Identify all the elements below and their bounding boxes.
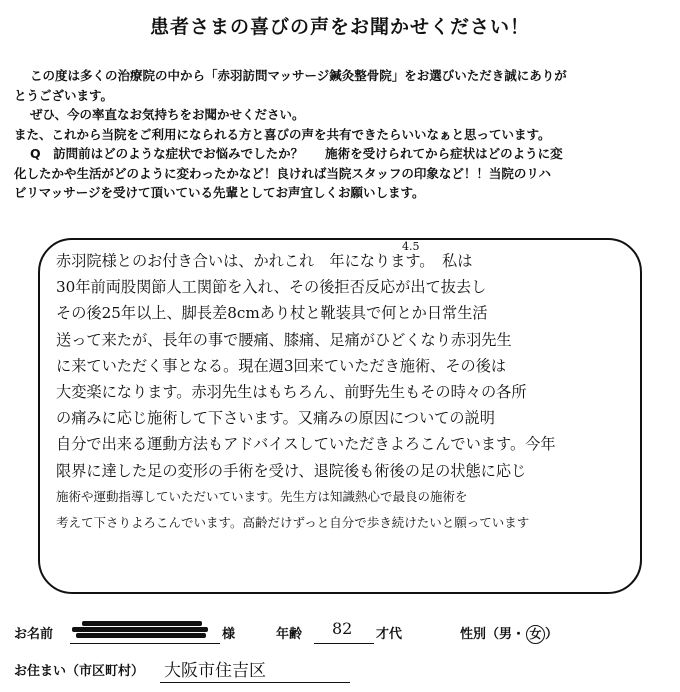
address-value: 大阪市住吉区 xyxy=(164,661,266,681)
address-underline xyxy=(160,682,350,683)
handwritten-line: 自分で出来る運動方法もアドバイスしていただきよろこんでいます。今年 xyxy=(56,435,556,454)
question-1: Q 訪問前はどのような症状でお悩みでしたか？ xyxy=(30,146,304,161)
age-label: 年齢 xyxy=(276,627,303,642)
question-2: 施術を受けられてから症状はどのように変 xyxy=(325,146,563,161)
intro-line: ぜひ、今の率直なお気持ちをお聞かせください。 xyxy=(30,107,305,122)
handwritten-line: の痛みに応じ施術して下さいます。又痛みの原因についての説明 xyxy=(56,409,495,428)
name-suffix: 様 xyxy=(222,627,236,642)
handwritten-line: 考えて下さりよろこんでいます。高齢だけずっと自分で歩き続けたいと願っています xyxy=(56,515,530,531)
intro-line: この度は多くの治療院の中から「赤羽訪問マッサージ鍼灸整骨院」をお選びいただき誠にありが xyxy=(30,68,567,83)
handwritten-line: に来ていただく事となる。現在週3回来ていただき施術、その後は xyxy=(56,356,507,375)
handwritten-line: 施術や運動指導していただいています。先生方は知識熱心で最良の施術を xyxy=(56,488,468,504)
name-label: お名前 xyxy=(14,627,54,642)
handwritten-superscript: 4.5 xyxy=(402,240,420,253)
intro-line: また、これから当院をご利用になられる方と喜びの声を共有できたらいいなぁと思っています。 xyxy=(14,126,551,142)
name-underline xyxy=(70,643,220,644)
intro-text xyxy=(14,66,662,203)
age-suffix: 才代 xyxy=(376,627,403,642)
handwritten-line: 送って来たが、長年の事で腰痛、膝痛、足痛がひどくなり赤羽先生 xyxy=(56,330,512,349)
intro-line: 化したかや生活がどのように変わったかなど！良ければ当院スタッフの印象など！！当院のリハ xyxy=(14,165,552,181)
gender-label: 性別（男・ xyxy=(460,627,526,642)
handwritten-line: 赤羽院様とのお付き合いは、かれこれ 年になります。 私は xyxy=(56,252,473,270)
question-row xyxy=(14,144,662,164)
name-age-gender-row xyxy=(14,619,674,647)
form-title: 患者さまの喜びの声をお聞かせください！ xyxy=(149,16,530,38)
gender-close: ） xyxy=(545,627,559,642)
handwritten-line: その後25年以上、脚長差8cmあり杖と靴装具で何とか日常生活 xyxy=(56,304,488,323)
address-row xyxy=(14,660,674,684)
address-label: お住まい（市区町村） xyxy=(14,664,145,679)
handwritten-line: 30年前両股関節人工関節を入れ、その後拒否反応が出て抜去し xyxy=(56,278,487,297)
gender-field xyxy=(460,623,558,644)
redacted-name xyxy=(72,617,210,643)
gender-selected: 女 xyxy=(526,625,545,644)
handwritten-comment xyxy=(56,248,640,536)
age-underline xyxy=(314,643,374,644)
handwritten-line: 大変楽になります。赤羽先生はもちろん、前野先生もその時々の各所 xyxy=(56,383,527,402)
intro-line: ビリマッサージを受けて頂いている先輩としてお声宜しくお願いします。 xyxy=(14,185,425,200)
intro-line: とうございます。 xyxy=(14,87,114,103)
handwritten-line: 限界に達した足の変形の手術を受け、退院後も術後の足の状態に応じ xyxy=(56,461,527,480)
age-value: 82 xyxy=(332,619,353,638)
